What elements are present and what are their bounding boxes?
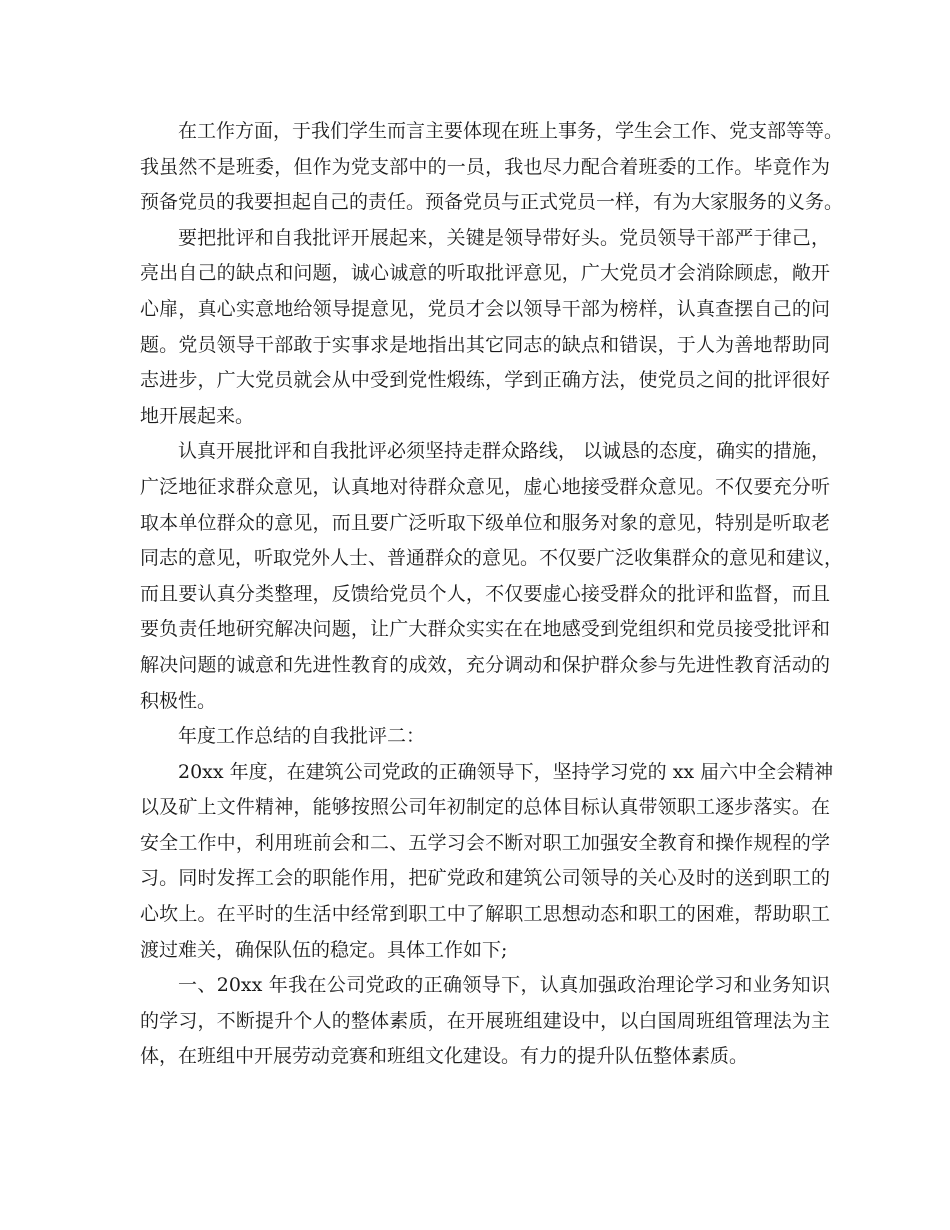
text-line: 广泛地征求群众意见，认真地对待群众意见，虚心地接受群众意见。不仅要充分听 <box>140 475 830 498</box>
text-line: 要把批评和自我批评开展起来，关键是领导带好头。党员领导干部严于律己， <box>178 226 830 249</box>
text-line: 认真开展批评和自我批评必须坚持走群众路线， 以诚恳的态度，确实的措施， <box>178 440 831 463</box>
text-line: 要负责任地研究解决问题，让广大群众实实在在地感受到党组织和党员接受批评和 <box>140 618 830 641</box>
text-line: 积极性。 <box>140 689 217 712</box>
text-line: 安全工作中，利用班前会和二、五学习会不断对职工加强安全教育和操作规程的学 <box>140 831 830 854</box>
text-line: 心扉，真心实意地给领导提意见，党员才会以领导干部为榜样，认真查摆自己的问 <box>140 297 830 320</box>
text-line: 心坎上。在平时的生活中经常到职工中了解职工思想动态和职工的困难，帮助职工 <box>140 903 830 926</box>
paragraph-6 <box>140 968 830 1075</box>
text-line: 地开展起来。 <box>140 404 255 427</box>
text-line: 取本单位群众的意见，而且要广泛听取下级单位和服务对象的意见，特别是听取老 <box>140 511 830 534</box>
text-line: 以及矿上文件精神，能够按照公司年初制定的总体目标认真带领职工逐步落实。在 <box>140 796 830 819</box>
text-line: 解决问题的诚意和先进性教育的成效，充分调动和保护群众参与先进性教育活动的 <box>140 653 830 676</box>
paragraph-5 <box>140 755 834 969</box>
text-line: 在工作方面，于我们学生而言主要体现在班上事务，学生会工作、党支部等等。 <box>178 120 844 142</box>
section-heading <box>140 719 830 755</box>
text-line: 题。党员领导干部敢于实事求是地指出其它同志的缺点和错误，于人为善地帮助同 <box>140 333 830 356</box>
text-line: 渡过难关，确保队伍的稳定。具体工作如下; <box>140 938 508 961</box>
text-line: 我虽然不是班委，但作为党支部中的一员，我也尽力配合着班委的工作。毕竟作为 <box>140 155 830 178</box>
text-line: 的学习，不断提升个人的整体素质，在开展班组建设中，以白国周班组管理法为主 <box>140 1009 830 1032</box>
paragraph-2 <box>140 221 830 435</box>
text-line: 而且要认真分类整理，反馈给党员个人，不仅要虚心接受群众的批评和监督，而且 <box>140 582 830 605</box>
paragraph-1 <box>140 114 844 221</box>
text-line: 同志的意见，听取党外人士、普通群众的意见。不仅要广泛收集群众的意见和建议， <box>140 547 844 570</box>
text-line: 预备党员的我要担起自己的责任。预备党员与正式党员一样，有为大家服务的义务。 <box>140 191 844 214</box>
text-line: 志进步，广大党员就会从中受到党性煅练，学到正确方法，使党员之间的批评很好 <box>140 369 830 392</box>
text-line: 一、20xx 年我在公司党政的正确领导下，认真加强政治理论学习和业务知识 <box>178 974 830 997</box>
text-line: 体，在班组中开展劳动竞赛和班组文化建设。有力的提升队伍整体素质。 <box>140 1045 749 1068</box>
text-line: 亮出自己的缺点和问题，诚心诚意的听取批评意见，广大党员才会消除顾虑，敞开 <box>140 262 830 285</box>
text-line: 习。同时发挥工会的职能作用，把矿党政和建筑公司领导的关心及时的送到职工的 <box>140 867 830 890</box>
document-body <box>140 114 844 1075</box>
text-line: 年度工作总结的自我批评二： <box>178 725 426 748</box>
text-line: 20xx 年度，在建筑公司党政的正确领导下，坚持学习党的 xx 届六中全会精神 <box>178 760 834 783</box>
paragraph-3 <box>140 434 844 719</box>
